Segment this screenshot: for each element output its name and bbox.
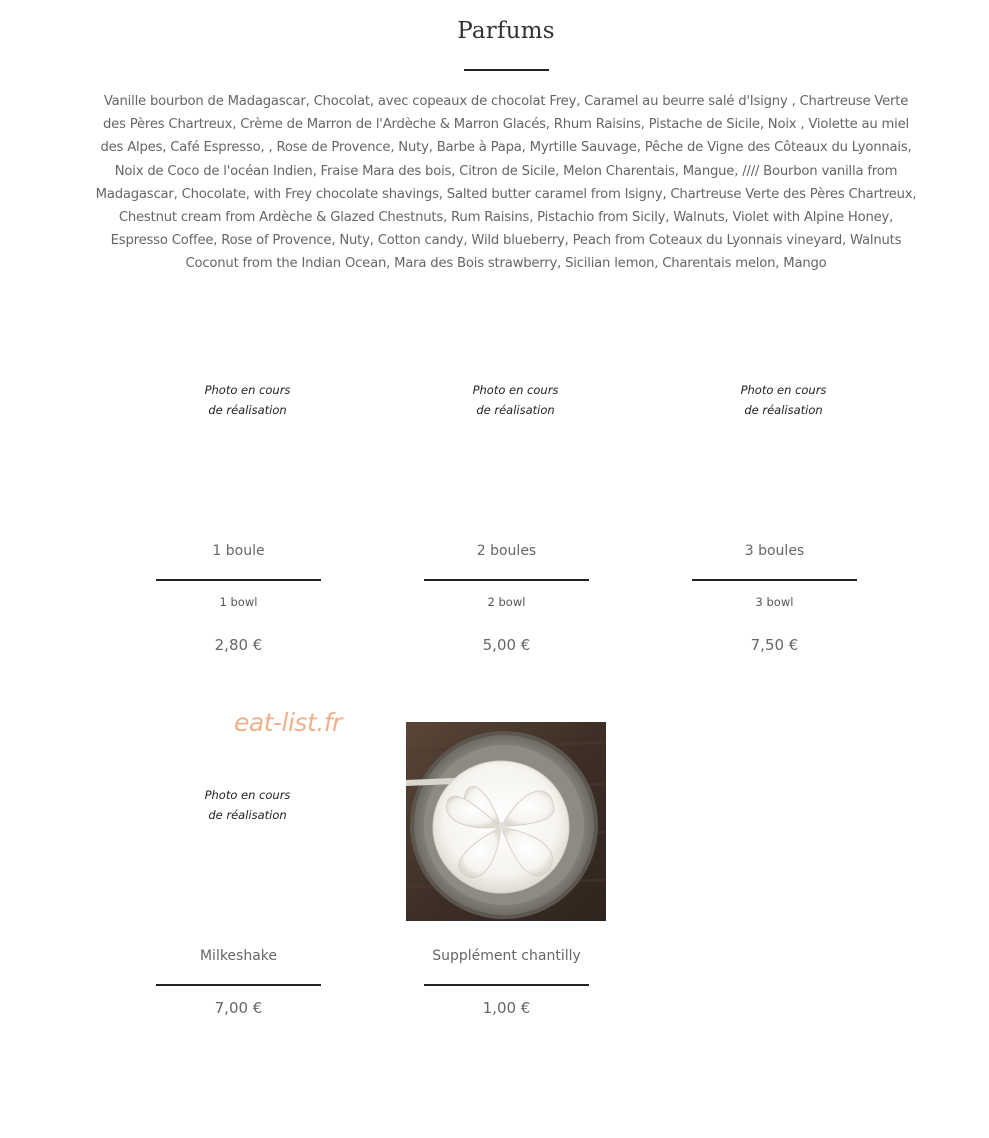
item-name: 2 boules — [476, 543, 537, 559]
item-price: 7,50 € — [750, 636, 799, 654]
photo-placeholder-line1: Photo en cours — [204, 383, 291, 397]
item-price: 1,00 € — [482, 999, 531, 1017]
item-divider — [424, 579, 589, 581]
item-name: Supplément chantilly — [432, 948, 581, 964]
item-name: 1 boule — [212, 543, 265, 559]
item-price: 2,80 € — [214, 636, 263, 654]
photo-placeholder-line2: de réalisation — [744, 403, 823, 417]
photo-placeholder — [156, 380, 339, 420]
photo-placeholder-line1: Photo en cours — [204, 788, 291, 802]
photo-placeholder — [424, 380, 607, 420]
item-price: 5,00 € — [482, 636, 531, 654]
item-name: 3 boules — [744, 543, 805, 559]
item-divider — [156, 984, 321, 986]
flavors-description: Vanille bourbon de Madagascar, Chocolat, avec copeaux de chocolat Frey, Caramel au beurre salé d'Isigny , Chartreuse Verte des Pères Chartreux, Crème de Marron de l'Ardèche & Marron Glacés, Rhum Raisins, Pistache de Sicile, Noix , Violette au miel des Alpes, Café Espresso, , Rose de Provence, Nuty, Barbe à Papa, Myrtille Sauvage, Pêche de Vigne des Côteaux du Lyonnais, Noix de Coco de l'océan Indien, Fraise Mara des bois, Citron de Sicile, Melon Charentais, Mangue, //// Bourbon vanilla from Madagascar, Chocolate, with Frey chocolate shavings, Salted butter caramel from Isigny, Chartreuse Verte des Pères Chartreux, Chestnut cream from Ardèche & Glazed Chestnuts, Rum Raisins, Pistachio from Sicily, Walnuts, Violet with Alpine Honey, Espresso Coffee, Rose of Provence, Nuty, Cotton candy, Wild blueberry, Peach from Coteaux du Lyonnais vineyard, Walnuts Coconut from the Indian Ocean, Mara des Bois strawberry, Sicilian lemon, Charentais melon, Mango — [95, 94, 917, 272]
item-divider — [424, 984, 589, 986]
item-subtitle: 1 bowl — [219, 595, 258, 609]
photo-placeholder-line2: de réalisation — [208, 403, 287, 417]
watermark-text: eat-list.fr — [234, 708, 342, 737]
item-name: Milkeshake — [199, 948, 278, 964]
photo-placeholder-line1: Photo en cours — [472, 383, 559, 397]
page-title: Parfums — [457, 18, 555, 44]
photo-placeholder — [692, 380, 875, 420]
photo-placeholder — [156, 785, 339, 825]
product-photo-chantilly — [406, 722, 606, 921]
photo-placeholder-line2: de réalisation — [208, 808, 287, 822]
photo-placeholder-line1: Photo en cours — [740, 383, 827, 397]
item-divider — [692, 579, 857, 581]
item-subtitle: 3 bowl — [755, 595, 794, 609]
item-subtitle: 2 bowl — [487, 595, 526, 609]
item-divider — [156, 579, 321, 581]
item-price: 7,00 € — [214, 999, 263, 1017]
photo-placeholder-line2: de réalisation — [476, 403, 555, 417]
title-divider — [464, 69, 549, 71]
